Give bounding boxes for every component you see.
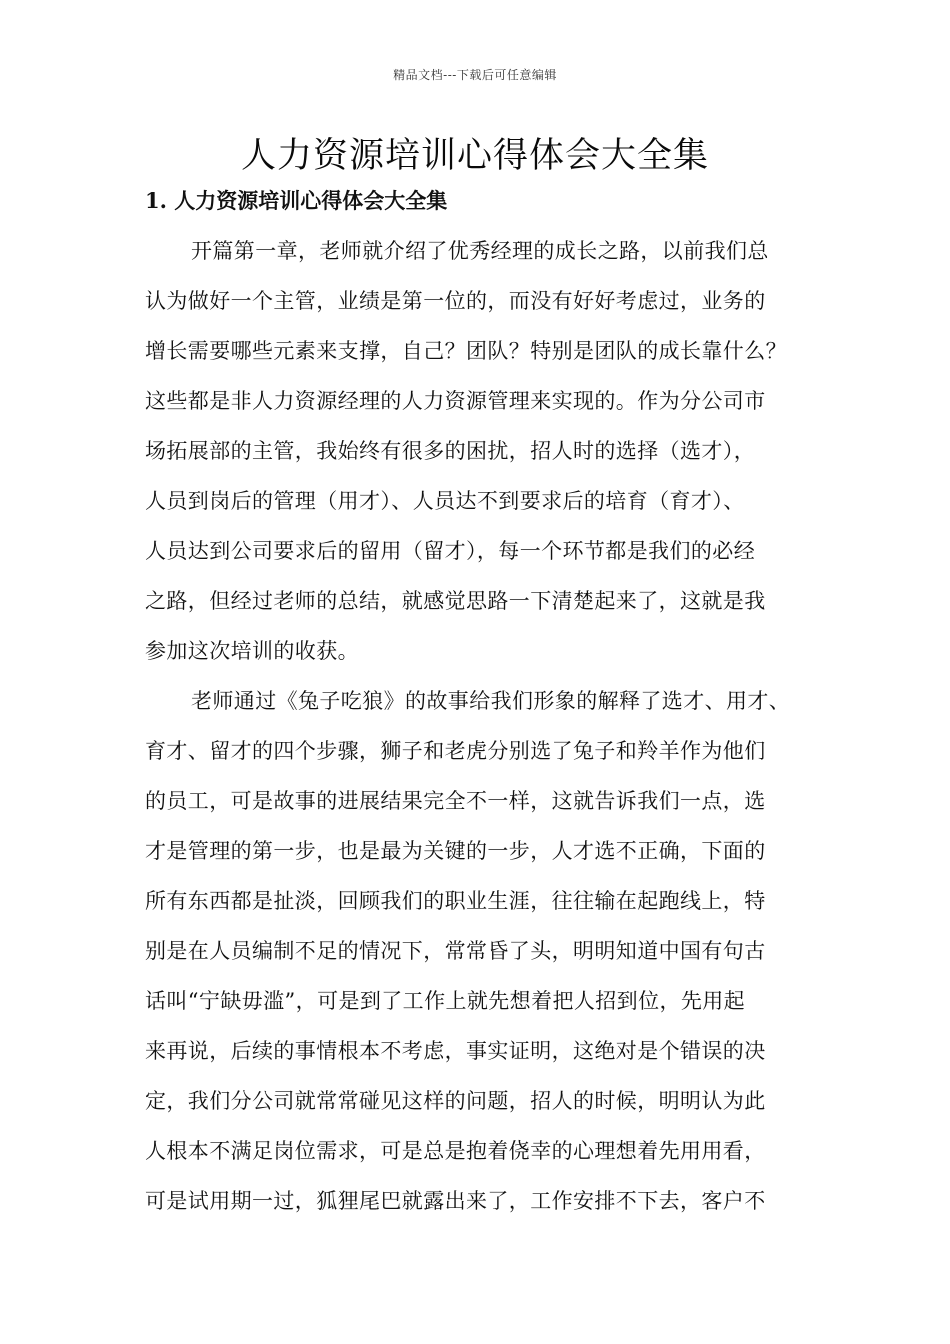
paragraph-line: 人员到岗后的管理（用才）、人员达不到要求后的培育（育才）、 <box>145 489 745 513</box>
body-text <box>145 226 825 1226</box>
paragraph-line: 之路，但经过老师的总结，就感觉思路一下清楚起来了，这就是我 <box>145 589 766 613</box>
paragraph-line: 场拓展部的主管，我始终有很多的困扰，招人时的选择（选才）， <box>145 439 756 463</box>
paragraph-line: 认为做好一个主管，业绩是第一位的，而没有好好考虑过，业务的 <box>145 289 766 313</box>
paragraph-line: 才是管理的第一步，也是最为关键的一步，人才选不正确，下面的 <box>145 839 766 863</box>
header-note: 精品文档---下载后可任意编辑 <box>393 68 557 82</box>
paragraph-line: 来再说，后续的事情根本不考虑，事实证明，这绝对是个错误的决 <box>145 1039 766 1063</box>
paragraph-line: 可是试用期一过，狐狸尾巴就露出来了，工作安排不下去，客户不 <box>145 1189 766 1213</box>
section-heading: 1. 人力资源培训心得体会大全集 <box>145 188 448 213</box>
paragraph-line: 人根本不满足岗位需求，可是总是抱着侥幸的心理想着先用用看， <box>145 1139 766 1163</box>
paragraph-line: 别是在人员编制不足的情况下，常常昏了头，明明知道中国有句古 <box>145 939 766 963</box>
paragraph-line: 话叫“宁缺毋滥”，可是到了工作上就先想着把人招到位，先用起 <box>145 989 746 1013</box>
paragraph-line: 参加这次培训的收获。 <box>145 639 359 663</box>
document-title: 人力资源培训心得体会大全集 <box>240 136 709 176</box>
paragraph-2 <box>145 676 825 1226</box>
paragraph-line: 老师通过《兔子吃狼》的故事给我们形象的解释了选才、用才、 <box>191 689 791 713</box>
paragraph-line: 所有东西都是扯淡，回顾我们的职业生涯，往往输在起跑线上，特 <box>145 889 766 913</box>
paragraph-line: 育才、留才的四个步骤，狮子和老虎分别选了兔子和羚羊作为他们 <box>145 739 766 763</box>
paragraph-line: 开篇第一章，老师就介绍了优秀经理的成长之路，以前我们总 <box>191 239 769 263</box>
paragraph-line: 增长需要哪些元素来支撑，自己？团队？特别是团队的成长靠什么？ <box>145 339 787 363</box>
paragraph-line: 的员工，可是故事的进展结果完全不一样，这就告诉我们一点，选 <box>145 789 766 813</box>
paragraph-line: 这些都是非人力资源经理的人力资源管理来实现的。作为分公司市 <box>145 389 766 413</box>
paragraph-line: 定，我们分公司就常常碰见这样的问题，招人的时候，明明认为此 <box>145 1089 766 1113</box>
paragraph-1 <box>145 226 825 676</box>
paragraph-line: 人员达到公司要求后的留用（留才），每一个环节都是我们的必经 <box>145 539 756 563</box>
